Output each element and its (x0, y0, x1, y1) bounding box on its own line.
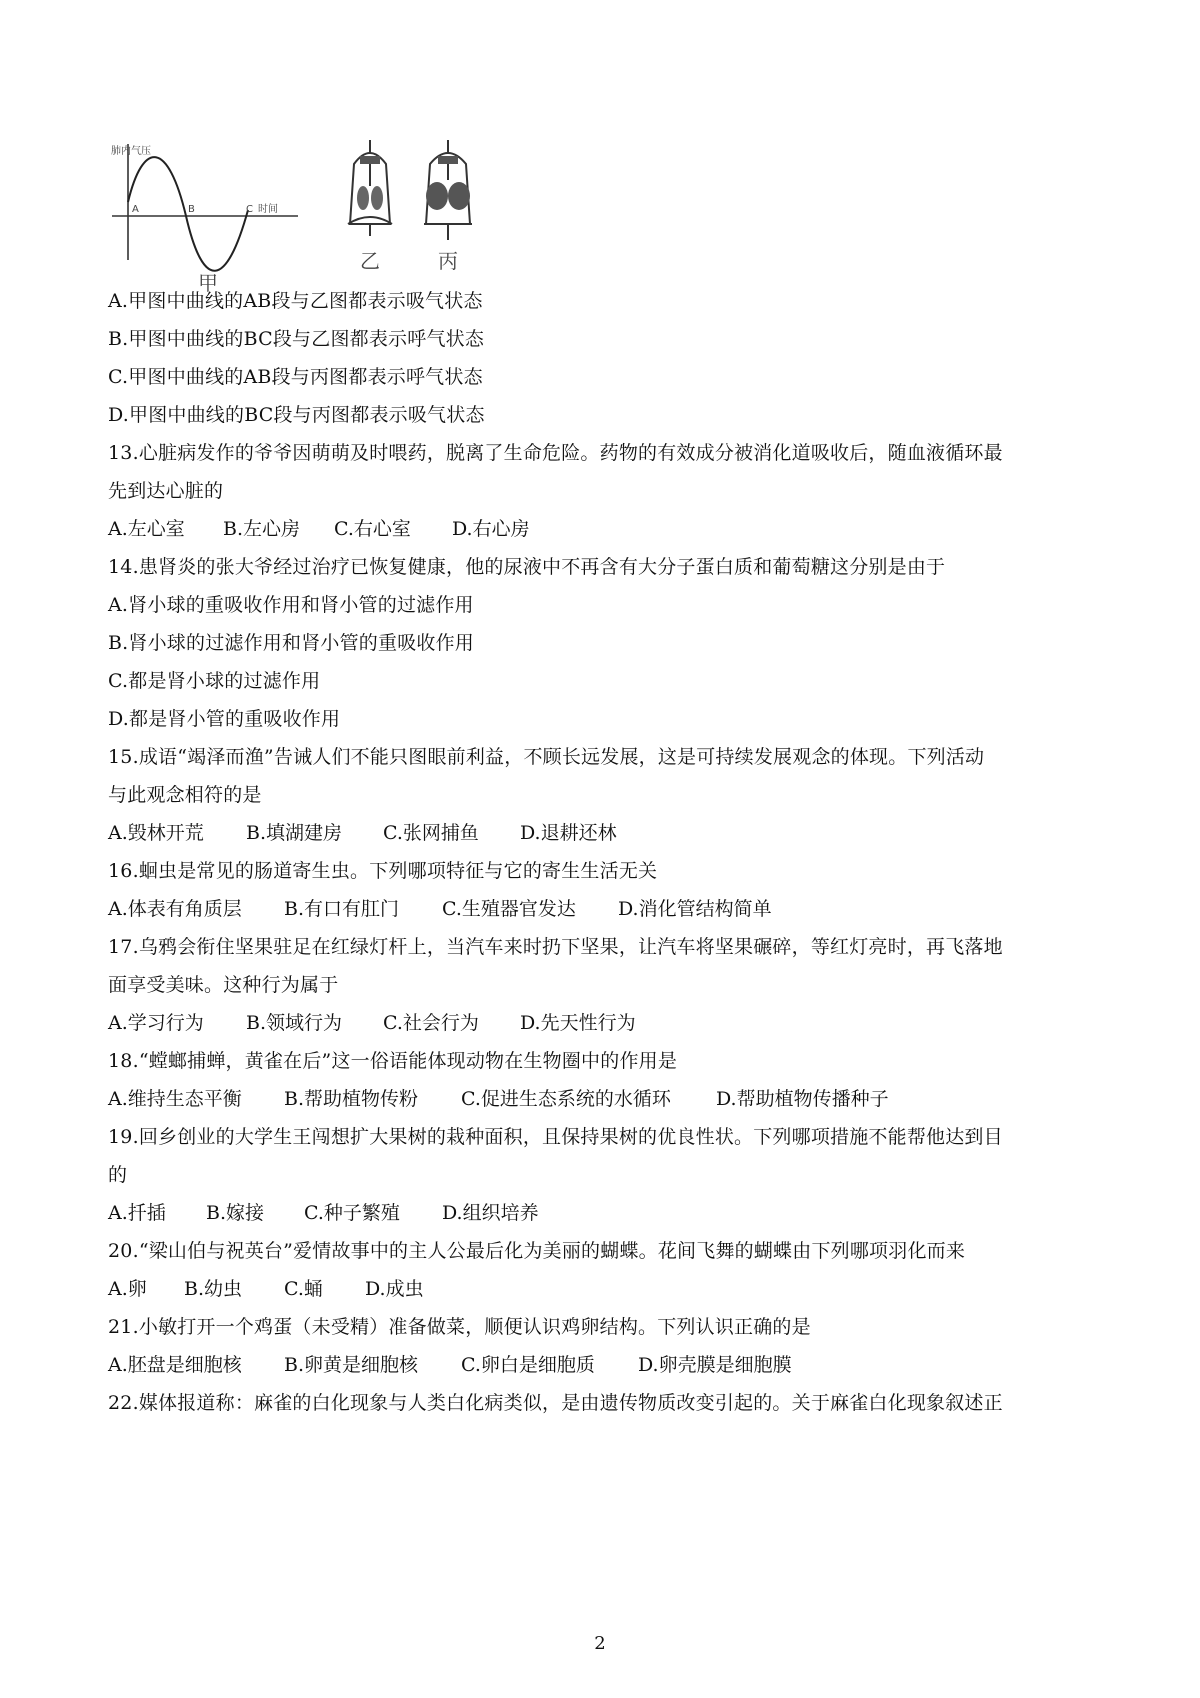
q21-stem: 21.小敏打开一个鸡蛋（未受精）准备做菜，顺便认识鸡卵结构。下列认识正确的是 (108, 1316, 811, 1338)
q16-stem: 16.蛔虫是常见的肠道寄生虫。下列哪项特征与它的寄生生活无关 (108, 860, 658, 882)
q18-option-c: C.促进生态系统的水循环 (461, 1088, 671, 1110)
q17-stem-line2: 面享受美味。这种行为属于 (108, 974, 339, 996)
q16-option-d: D.消化管结构简单 (618, 898, 772, 920)
q15-option-b: B.填湖建房 (246, 822, 343, 844)
q19-option-b: B.嫁接 (206, 1202, 265, 1224)
bell-jar-model-yi (348, 140, 392, 273)
label-jia: 甲 (198, 271, 218, 295)
bell-jar-model-bing (424, 140, 472, 273)
q19-option-d: D.组织培养 (442, 1202, 539, 1224)
q17-option-a: A.学习行为 (108, 1012, 204, 1034)
q17-option-b: B.领域行为 (246, 1012, 343, 1034)
q15-option-d: D.退耕还林 (520, 822, 617, 844)
q17-option-d: D.先天性行为 (520, 1012, 636, 1034)
q13-option-c: C.右心室 (334, 518, 411, 540)
q14-stem: 14.患肾炎的张大爷经过治疗已恢复健康，他的尿液中不再含有大分子蛋白质和葡萄糖这分别是由于 (108, 556, 946, 578)
q22-stem: 22.媒体报道称：麻雀的白化现象与人类白化病类似，是由遗传物质改变引起的。关于麻雀白化现象叙述正 (108, 1392, 1003, 1414)
q20-option-d: D.成虫 (365, 1278, 424, 1300)
q13-stem-line1: 13.心脏病发作的爷爷因萌萌及时喂药，脱离了生命危险。药物的有效成分被消化道吸收后，随血液循环最 (108, 442, 1003, 464)
graph-xlabel: 时间 (258, 204, 278, 215)
q14-option-d: D.都是肾小管的重吸收作用 (108, 708, 341, 730)
q13-stem-line2: 先到达心脏的 (108, 480, 224, 502)
q16-option-a: A.体表有角质层 (108, 898, 242, 920)
respiration-figure (108, 140, 524, 300)
q13-option-a: A.左心室 (108, 518, 185, 540)
q19-option-c: C.种子繁殖 (304, 1202, 400, 1224)
q20-option-a: A.卵 (108, 1278, 147, 1300)
q12-option-a: A.甲图中曲线的AB段与乙图都表示吸气状态 (108, 290, 483, 312)
q20-option-c: C.蛹 (284, 1278, 323, 1300)
q19-stem-line1: 19.回乡创业的大学生王闯想扩大果树的栽种面积，且保持果树的优良性状。下列哪项措施不能帮他达到目 (108, 1126, 1003, 1148)
q16-option-b: B.有口有肛门 (284, 898, 400, 920)
point-b-label: B (188, 204, 195, 215)
q14-option-b: B.肾小球的过滤作用和肾小管的重吸收作用 (108, 632, 475, 654)
label-yi: 乙 (360, 249, 380, 273)
graph-ylabel: 肺内气压 (111, 146, 151, 157)
q18-stem: 18.“螳螂捕蝉，黄雀在后”这一俗语能体现动物在生物圈中的作用是 (108, 1050, 678, 1072)
q18-option-a: A.维持生态平衡 (108, 1088, 242, 1110)
q13-option-d: D.右心房 (452, 518, 530, 540)
q15-stem-line1: 15.成语“竭泽而渔”告诫人们不能只图眼前利益，不顾长远发展，这是可持续发展观念的体现。下列活动 (108, 746, 985, 768)
point-c-label: C (246, 204, 253, 215)
q18-option-d: D.帮助植物传播种子 (716, 1088, 889, 1110)
q17-stem-line1: 17.乌鸦会衔住坚果驻足在红绿灯杆上，当汽车来时扔下坚果，让汽车将坚果碾碎，等红灯亮时，再飞落地 (108, 936, 1003, 958)
q16-option-c: C.生殖器官发达 (442, 898, 576, 920)
label-bing: 丙 (438, 249, 458, 273)
q20-stem: 20.“梁山伯与祝英台”爱情故事中的主人公最后化为美丽的蝴蝶。花间飞舞的蝴蝶由下列哪项羽化而来 (108, 1240, 966, 1262)
q15-option-a: A.毁林开荒 (108, 822, 204, 844)
q17-option-c: C.社会行为 (383, 1012, 479, 1034)
q14-option-a: A.肾小球的重吸收作用和肾小管的过滤作用 (108, 594, 474, 616)
q20-option-b: B.幼虫 (184, 1278, 243, 1300)
point-a-label: A (132, 204, 139, 215)
page-number: 2 (594, 1633, 606, 1654)
pressure-graph (111, 144, 298, 271)
q14-option-c: C.都是肾小球的过滤作用 (108, 670, 321, 692)
q21-option-b: B.卵黄是细胞核 (284, 1354, 419, 1376)
q21-option-d: D.卵壳膜是细胞膜 (638, 1354, 792, 1376)
q12-option-b: B.甲图中曲线的BC段与乙图都表示呼气状态 (108, 328, 485, 350)
respiration-figure-svg (108, 140, 524, 300)
q21-option-c: C.卵白是细胞质 (461, 1354, 595, 1376)
q12-option-d: D.甲图中曲线的BC段与丙图都表示吸气状态 (108, 404, 485, 426)
q19-option-a: A.扦插 (108, 1202, 166, 1224)
q12-option-c: C.甲图中曲线的AB段与丙图都表示呼气状态 (108, 366, 483, 388)
q19-stem-line2: 的 (108, 1164, 128, 1186)
q13-option-b: B.左心房 (223, 518, 301, 540)
q15-stem-line2: 与此观念相符的是 (108, 784, 262, 806)
q21-option-a: A.胚盘是细胞核 (108, 1354, 242, 1376)
q18-option-b: B.帮助植物传粉 (284, 1088, 419, 1110)
q15-option-c: C.张网捕鱼 (383, 822, 479, 844)
